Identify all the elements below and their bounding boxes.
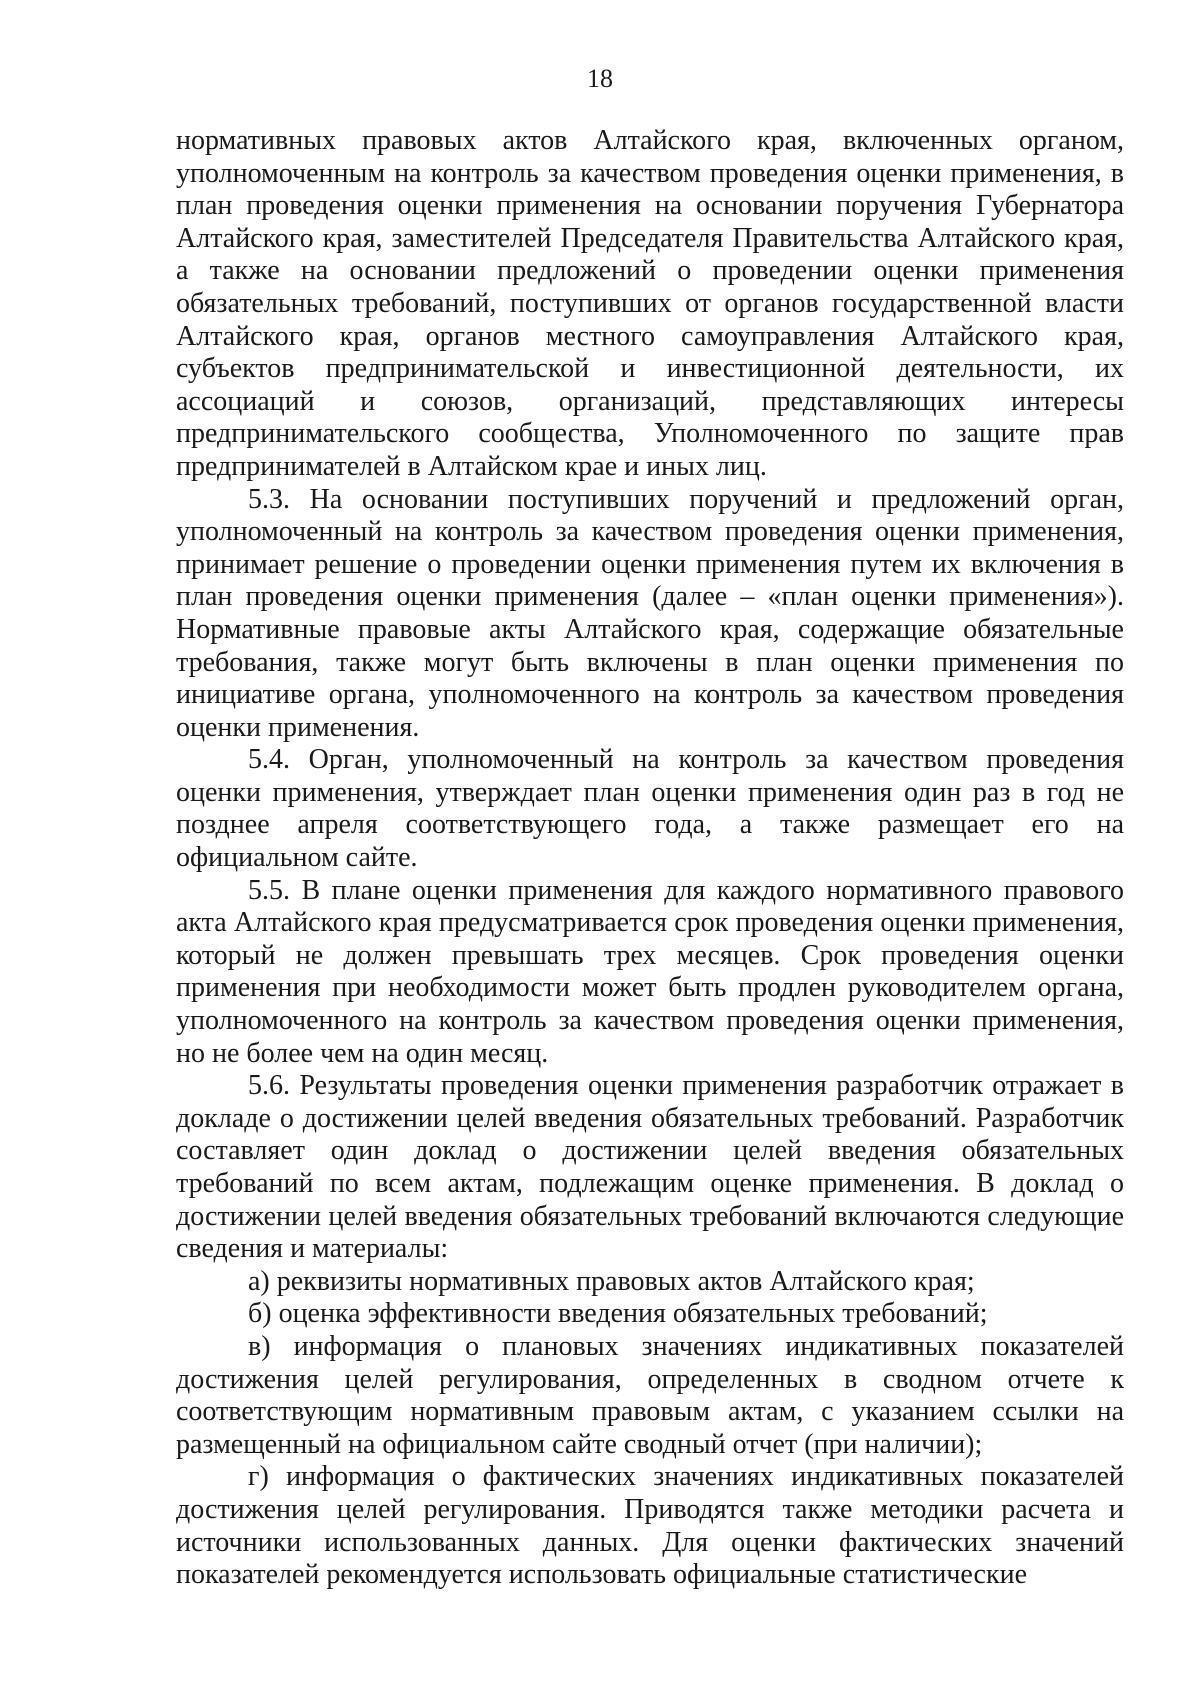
list-item-a: а) реквизиты нормативных правовых актов Алтайского края; [248, 1265, 975, 1297]
list-item-v: в) информация о плановых значениях индикативных показателей достижения целей регулирования, определенных в сводном отчете к соответствующим нормативным правовым актам, с указанием ссылки на размещенный на официальном сайте сводный отчет (при наличии); [176, 1330, 1124, 1460]
document-body [176, 125, 1124, 1592]
list-item-g: г) информация о фактических значениях индикативных показателей достижения целей регулирования. Приводятся также методики расчета и источники использованных данных. Для оценки фактических значений показателей рекомендуется использовать официальные статистические [176, 1461, 1124, 1591]
paragraph-5-3: 5.3. На основании поступивших поручений и предложений орган, уполномоченный на контроль за качеством проведения оценки применения, принимает решение о проведении оценки применения путем их включения в план проведения оценки применения (далее – «план оценки применения»). Нормативные правовые акты Алтайского края, содержащие обязательные требования, также могут быть включены в план оценки применения по инициативе органа, уполномоченного на контроль за качеством проведения оценки применения. [176, 483, 1124, 743]
page-number: 18 [587, 64, 613, 93]
paragraph-5-4: 5.4. Орган, уполномоченный на контроль за качеством проведения оценки применения, утверждает план оценки применения один раз в год не позднее апреля соответствующего года, а также размещает его на официальном сайте. [176, 744, 1124, 874]
paragraph-5-6: 5.6. Результаты проведения оценки применения разработчик отражает в докладе о достижении целей введения обязательных требований. Разработчик составляет один доклад о достижении целей введения обязательных требований по всем актам, подлежащим оценке применения. В доклад о достижении целей введения обязательных требований включаются следующие сведения и материалы: [176, 1070, 1124, 1265]
list-item-b: б) оценка эффективности введения обязательных требований; [248, 1298, 988, 1330]
paragraph-continuation: нормативных правовых актов Алтайского края, включенных органом, уполномоченным на контроль за качеством проведения оценки применения, в план проведения оценки применения на основании поручения Губернатора Алтайского края, заместителей Председателя Правительства Алтайского края, а также на основании предложений о проведении оценки применения обязательных требований, поступивших от органов государственной власти Алтайского края, органов местного самоуправления Алтайского края, субъектов предпринимательской и инвестиционной деятельности, их ассоциаций и союзов, организаций, представляющих интересы предпринимательского сообщества, Уполномоченного по защите прав предпринимателей в Алтайском крае и иных лиц. [176, 125, 1124, 482]
paragraph-5-5: 5.5. В плане оценки применения для каждого нормативного правового акта Алтайского края предусматривается срок проведения оценки применения, который не должен превышать трех месяцев. Срок проведения оценки применения при необходимости может быть продлен руководителем органа, уполномоченного на контроль за качеством проведения оценки применения, но не более чем на один месяц. [176, 874, 1124, 1069]
